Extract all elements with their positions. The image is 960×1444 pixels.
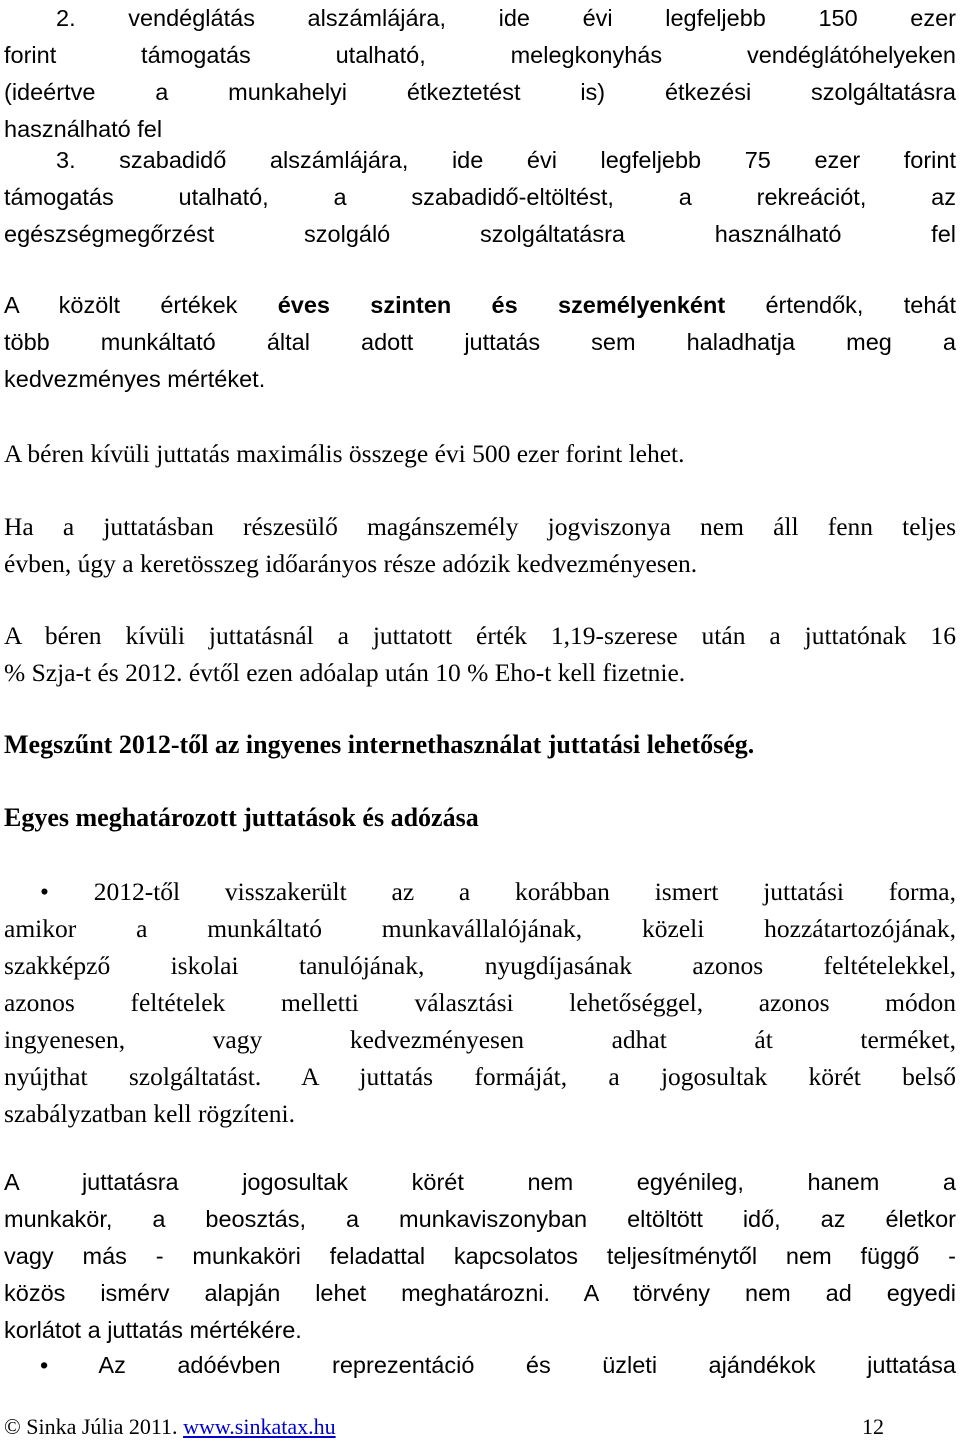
text-line: szakképző iskolai tanulójának, nyugdíjasának azonos feltételekkel,	[4, 951, 956, 980]
text-line: A juttatásra jogosultak körét nem egyénileg, hanem a	[4, 1169, 956, 1195]
list-item-vendeglatas	[4, 0, 956, 148]
text-line: használható fel	[4, 116, 163, 142]
text-line: • Az adóévben reprezentáció és üzleti ajándékok juttatása	[40, 1352, 956, 1378]
text-line: • 2012-től visszakerült az a korábban ismert juttatási forma,	[40, 877, 956, 906]
text-line: Ha a juttatásban részesülő magánszemély jogviszonya nem áll fenn teljes	[4, 512, 956, 541]
footer-website-link[interactable]: www.sinkatax.hu	[183, 1414, 336, 1439]
text-line: A béren kívüli juttatás maximális összege évi 500 ezer forint lehet.	[4, 439, 685, 468]
text-line: vagy más - munkaköri feladattal kapcsolatos teljesítménytől nem függő -	[4, 1243, 956, 1269]
paragraph-maximum	[4, 435, 956, 472]
text-line: (ideértve a munkahelyi étkeztetést is) étkezési szolgáltatásra	[4, 79, 956, 105]
text-line: nyújthat szolgáltatást. A juttatás formáját, a jogosultak körét belső	[4, 1062, 956, 1091]
document-page	[4, 0, 956, 1444]
text-line: kedvezményes mértéket.	[4, 366, 266, 392]
bullet-item-reprezentacio	[4, 1347, 956, 1384]
list-item-szabadido	[4, 142, 956, 253]
heading-internet: Megszűnt 2012-től az ingyenes internethasználat juttatási lehetőség.	[4, 730, 755, 759]
text-line: 2. vendéglátás alszámlájára, ide évi legfeljebb 150 ezer	[56, 5, 956, 31]
text-line: korlátot a juttatás mértékére.	[4, 1317, 302, 1343]
text-line	[4, 287, 956, 324]
paragraph-annual-values	[4, 287, 956, 398]
heading-section: Egyes meghatározott juttatások és adózása	[4, 803, 479, 832]
text-line: azonos feltételek melletti választási lehetőséggel, azonos módon	[4, 988, 956, 1017]
text-line: több munkáltató által adott juttatás sem haladhatja meg a	[4, 329, 956, 355]
text-line: egészségmegőrzést szolgáló szolgáltatásra használható fel	[4, 221, 956, 247]
emphasis-text: éves szinten és személyenként	[277, 292, 726, 318]
text-line: amikor a munkáltató munkavállalójának, közeli hozzátartozójának,	[4, 914, 956, 943]
text-line: A béren kívüli juttatásnál a juttatott érték 1,19-szerese után a juttatónak 16	[4, 621, 956, 650]
paragraph-tax	[4, 617, 956, 691]
text-line: közös ismérv alapján lehet meghatározni. A törvény nem ad egyedi	[4, 1280, 956, 1306]
text-run: A közölt értékek	[4, 292, 278, 318]
text-line: évben, úgy a keretösszeg időarányos része adózik kedvezményesen.	[4, 549, 698, 578]
text-line: munkakör, a beosztás, a munkaviszonyban eltöltött idő, az életkor	[4, 1206, 956, 1232]
text-line: 3. szabadidő alszámlájára, ide évi legfeljebb 75 ezer forint	[56, 147, 956, 173]
text-line: szabályzatban kell rögzíteni.	[4, 1099, 295, 1128]
text-line: forint támogatás utalható, melegkonyhás vendéglátóhelyeken	[4, 42, 956, 68]
text-line: ingyenesen, vagy kedvezményesen adhat át terméket,	[4, 1025, 956, 1054]
text-line: támogatás utalható, a szabadidő-eltöltést, a rekreációt, az	[4, 184, 956, 210]
page-number: 12	[862, 1414, 884, 1439]
bullet-item-2012	[4, 873, 956, 1132]
paragraph-partial-year	[4, 508, 956, 582]
text-run: értendők, tehát	[725, 292, 956, 318]
paragraph-eligibility	[4, 1164, 956, 1349]
footer-copyright: © Sinka Júlia 2011.	[4, 1414, 184, 1439]
page-footer	[4, 1410, 956, 1444]
text-line: % Szja-t és 2012. évtől ezen adóalap után 10 % Eho-t kell fizetnie.	[4, 658, 686, 687]
